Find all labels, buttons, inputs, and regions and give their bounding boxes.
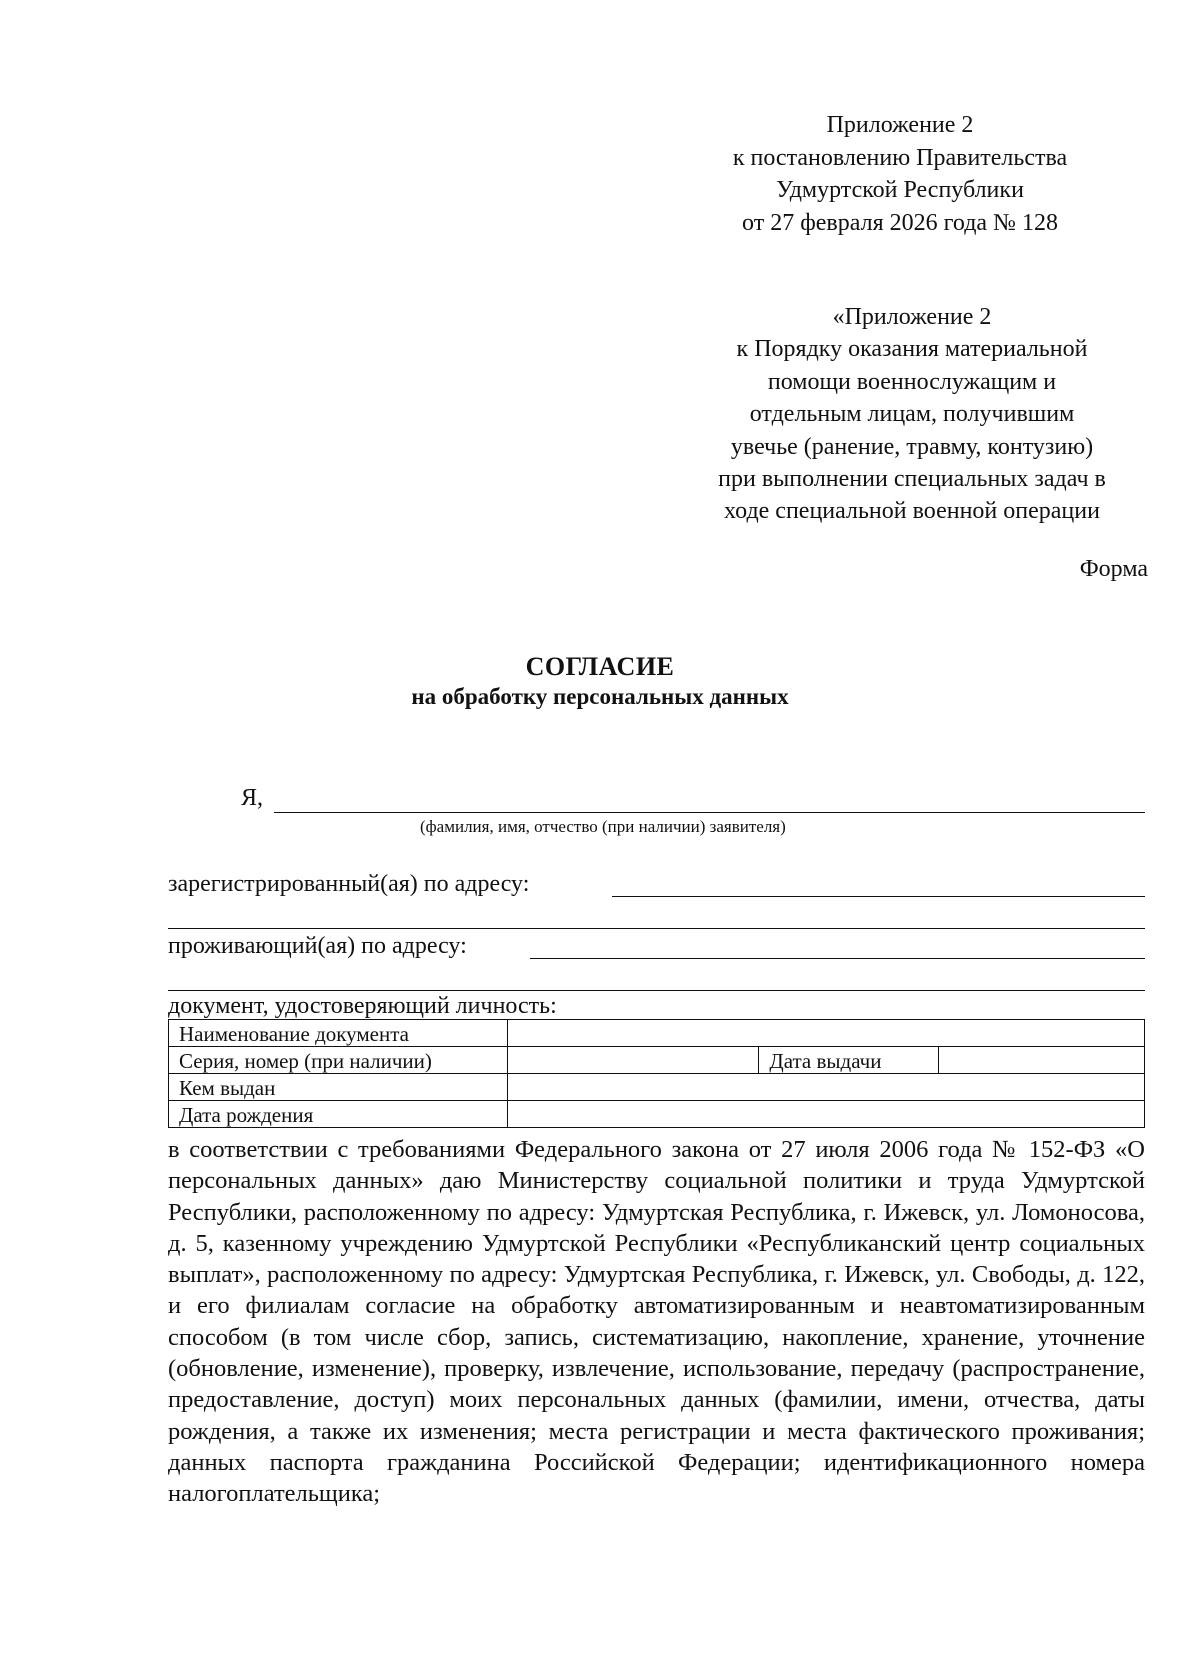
appendix-quote <box>682 301 1142 528</box>
issued-by-field[interactable] <box>507 1074 1144 1101</box>
appendix-quote-line: помощи военнослужащим и <box>767 368 1057 395</box>
consent-body-text: в соответствии с требованиями Федерального закона от 27 июля 2006 года № 152-ФЗ «О персональных данных» даю Министерству социальной политики и труда Удмуртской Республики, расположенному по адресу: Удмуртская Республика, г. Ижевск, ул. Ломоносова, д. 5, казенному учреждению Удмуртской Республики «Республиканский центр социальных выплат», расположенному по адресу: Удмуртская Республика, г. Ижевск, ул. Свободы, д. 122, и его филиалам согласие на обработку автоматизированным и неавтоматизированным способом (в том числе сбор, запись, систематизацию, накопление, хранение, уточнение (обновление, изменение), проверку, извлечение, использование, передачу (распространение, предоставление, доступ) моих персональных данных (фамилии, имени, отчества, даты рождения, а также их изменения; места регистрации и места фактического проживания; данных паспорта гражданина Российской Федерации; идентификационного номера налогоплательщика; <box>168 1136 1145 1508</box>
table-cell-label: Наименование документа <box>169 1020 508 1047</box>
table-cell-label: Дата рождения <box>169 1101 508 1128</box>
appendix-quote-line: отдельным лицам, получившим <box>749 401 1075 428</box>
table-row <box>169 1047 1145 1074</box>
table-cell-label: Серия, номер (при наличии) <box>169 1047 508 1074</box>
document-subtitle: на обработку персональных данных <box>411 684 789 709</box>
name-hint: (фамилия, имя, отчество (при наличии) заявителя) <box>420 817 786 836</box>
appendix-quote-line: «Приложение 2 <box>832 304 992 330</box>
appendix-quote-line: увечье (ранение, травму, контузию) <box>730 433 1094 460</box>
registered-address-label: зарегистрированный(ая) по адресу: <box>168 871 530 897</box>
document-name-field[interactable] <box>507 1020 1144 1047</box>
registered-address-field[interactable] <box>612 896 1145 897</box>
table-cell-label: Кем выдан <box>169 1074 508 1101</box>
i-prefix: Я, <box>241 785 264 811</box>
table-cell-label: Дата выдачи <box>759 1047 939 1074</box>
table-row <box>169 1074 1145 1101</box>
birth-date-field[interactable] <box>507 1101 1144 1128</box>
residing-address-label: проживающий(ая) по адресу: <box>168 933 467 959</box>
appendix-header-line: от 27 февраля 2026 года № 128 <box>742 209 1058 236</box>
residing-address-field-line2[interactable] <box>168 990 1145 991</box>
appendix-quote-line: при выполнении специальных задач в <box>718 466 1106 493</box>
appendix-quote-line: ходе специальной военной операции <box>724 498 1100 525</box>
appendix-header-line: к постановлению Правительства <box>732 144 1068 171</box>
id-document-table <box>168 1019 1145 1128</box>
document-title: СОГЛАСИЕ <box>525 652 675 681</box>
residing-address-field[interactable] <box>530 958 1145 959</box>
appendix-header-line: Удмуртской Республики <box>776 177 1024 203</box>
id-document-label: документ, удостоверяющий личность: <box>168 993 557 1019</box>
name-field[interactable] <box>274 812 1145 813</box>
series-number-field[interactable] <box>507 1047 759 1074</box>
table-row <box>169 1020 1145 1047</box>
appendix-header <box>690 109 1110 239</box>
appendix-header-line: Приложение 2 <box>826 112 974 138</box>
table-row <box>169 1101 1145 1128</box>
form-label: Форма <box>1079 556 1148 582</box>
issue-date-field[interactable] <box>939 1047 1145 1074</box>
appendix-quote-line: к Порядку оказания материальной <box>736 336 1088 363</box>
registered-address-field-line2[interactable] <box>168 928 1145 929</box>
